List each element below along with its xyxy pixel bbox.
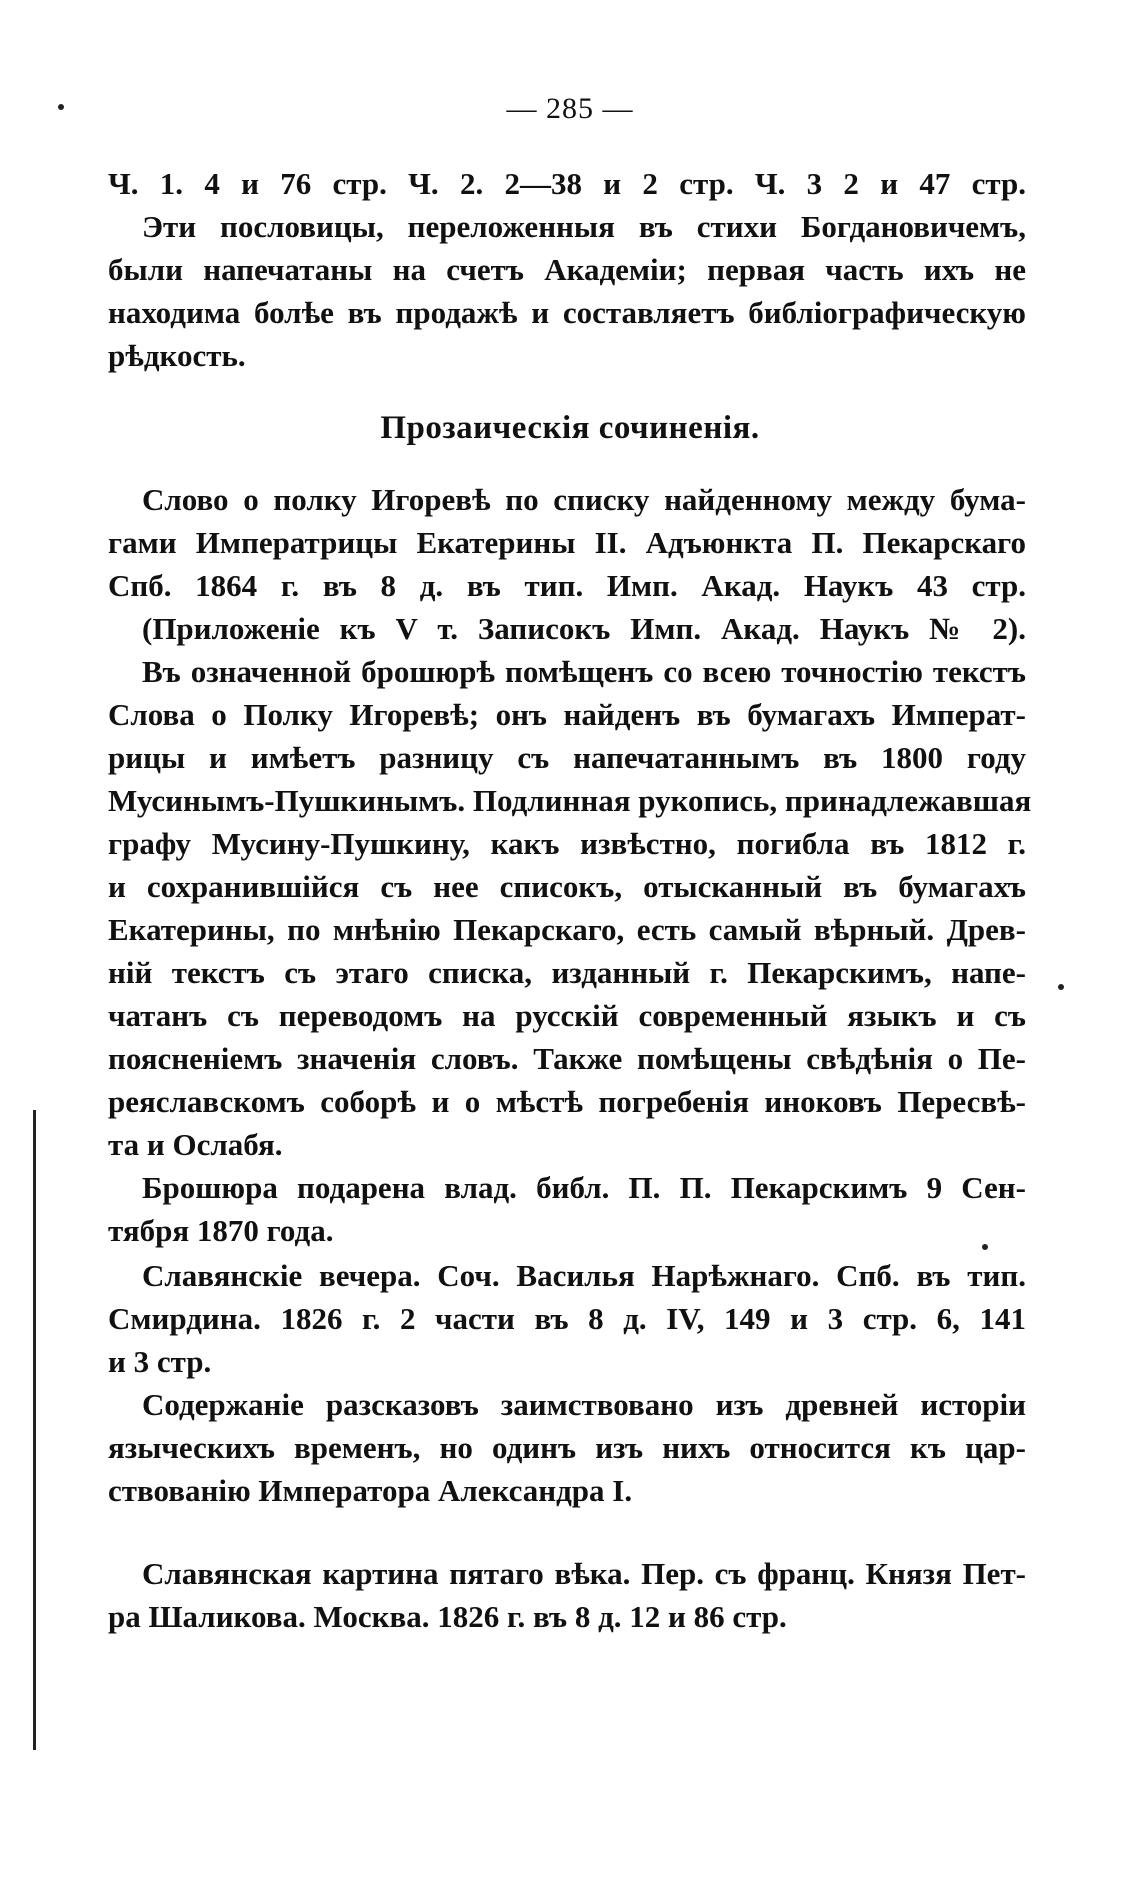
text-line: тября 1870 года. — [108, 1213, 334, 1248]
text-line: ній текстъ съ этаго списка, изданный г. Пекарскимъ, напе- — [108, 955, 1026, 990]
text-line: и 3 стр. — [108, 1344, 212, 1379]
text-line: та и Ослабя. — [108, 1127, 283, 1162]
entry-title-line: Слово о полку Игоревѣ по списку найденному между бума- — [142, 482, 1026, 517]
entry-slovo — [108, 478, 1032, 1252]
text-line: Брошюра подарена влад. библ. П. П. Пекарскимъ 9 Сен- — [142, 1170, 1026, 1205]
text-line: Слова о Полку Игоревѣ; онъ найденъ въ бумагахъ Императ- — [108, 697, 1026, 732]
text-line: были напечатаны на счетъ Академіи; первая часть ихъ не — [108, 252, 1026, 287]
text-line: Мусинымъ-Пушкинымъ. Подлинная рукопись, принадлежавшая — [108, 783, 1032, 818]
entry-title-line: Славянская картина пятаго вѣка. Пер. съ франц. Князя Пет- — [142, 1556, 1026, 1591]
entry-title-line: Славянскіе вечера. Соч. Василья Нарѣжнаго. Спб. въ тип. — [142, 1258, 1026, 1293]
section-heading: Прозаическія сочиненія. — [380, 410, 760, 446]
text-line: (Приложеніе къ V т. Записокъ Имп. Акад. Наукъ № 2). — [142, 611, 1026, 646]
text-line: поясненіемъ значенія словъ. Также помѣщены свѣдѣнія о Пе- — [108, 1041, 1026, 1076]
text-line: ра Шаликова. Москва. 1826 г. въ 8 д. 12 и 86 стр. — [108, 1599, 787, 1634]
text-line: языческихъ временъ, но одинъ изъ нихъ относится къ цар- — [108, 1430, 1026, 1465]
text-line: Эти пословицы, переложенныя въ стихи Богдановичемъ, — [142, 209, 1026, 244]
text-line: и сохранившійся съ нее списокъ, отысканный въ бумагахъ — [108, 869, 1026, 904]
margin-dot — [1058, 984, 1064, 990]
page-number: — 285 — — [506, 92, 634, 125]
text-line: ствованію Императора Александра I. — [108, 1473, 633, 1508]
text-line: Екатерины, по мнѣнію Пекарскаго, есть самый вѣрный. Древ- — [108, 912, 1026, 947]
text-line: рицы и имѣетъ разницу съ напечатаннымъ въ 1800 году — [108, 740, 1026, 775]
text-line: Въ означенной брошюрѣ помѣщенъ со всею точностію текстъ — [142, 654, 1026, 689]
text-line: находима болѣе въ продажѣ и составляетъ библіографическую — [108, 295, 1026, 330]
text-line: реяславскомъ соборѣ и о мѣстѣ погребенія иноковъ Пересвѣ- — [108, 1084, 1026, 1119]
text-line: гами Императрицы Екатерины II. Адъюнкта П. Пекарскаго — [108, 525, 1026, 560]
entry-kartina — [108, 1552, 1026, 1638]
margin-bar — [33, 1110, 36, 1750]
text-line: чатанъ съ переводомъ на русскій современный языкъ и съ — [108, 998, 1026, 1033]
entry-top — [108, 162, 1026, 377]
text-line: Смирдина. 1826 г. 2 части въ 8 д. IV, 149 и 3 стр. 6, 141 — [108, 1301, 1026, 1336]
text-line: Содержаніе разсказовъ заимствовано изъ древней исторіи — [142, 1387, 1026, 1422]
text-line: Ч. 1. 4 и 76 стр. Ч. 2. 2—38 и 2 стр. Ч. 3 2 и 47 стр. — [108, 166, 1026, 201]
text-line: рѣдкость. — [108, 338, 246, 373]
text-line: Спб. 1864 г. въ 8 д. въ тип. Имп. Акад. Наукъ 43 стр. — [108, 568, 1026, 603]
entry-vechera — [108, 1254, 1026, 1512]
text-line: графу Мусину-Пушкину, какъ извѣстно, погибла въ 1812 г. — [108, 826, 1026, 861]
